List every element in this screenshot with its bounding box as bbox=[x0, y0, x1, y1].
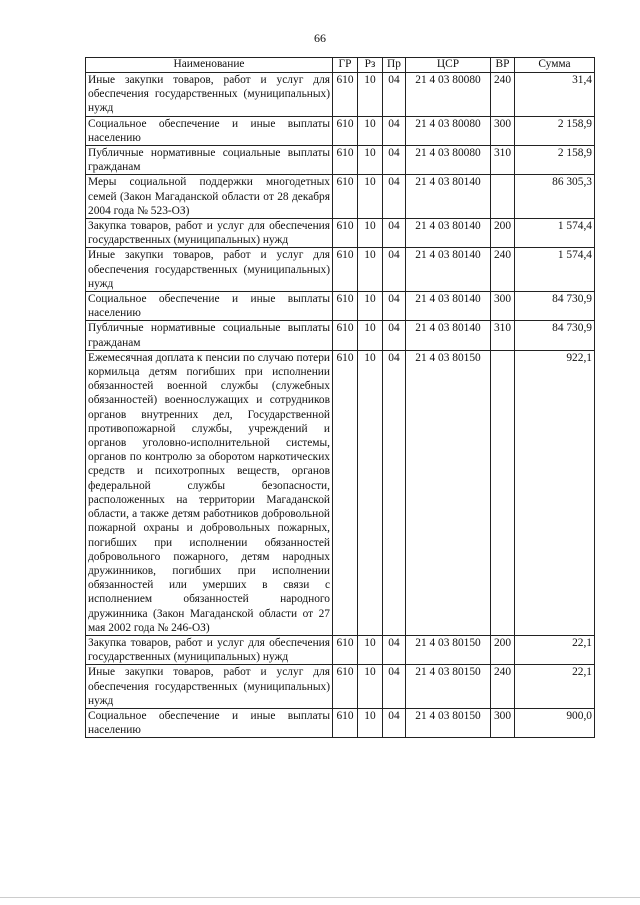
row-gr: 610 bbox=[333, 708, 358, 737]
row-pr: 04 bbox=[383, 116, 406, 145]
header-pr: Пр bbox=[383, 58, 406, 73]
row-gr: 610 bbox=[333, 292, 358, 321]
row-name: Закупка товаров, работ и услуг для обеспечения государственных (муниципальных) нужд bbox=[86, 219, 333, 248]
table-row bbox=[86, 73, 595, 117]
table-row bbox=[86, 248, 595, 292]
row-name: Публичные нормативные социальные выплаты гражданам bbox=[86, 146, 333, 175]
table-row bbox=[86, 292, 595, 321]
row-name: Ежемесячная доплата к пенсии по случаю потери кормильца детям погибших при исполнении обязанностей военной службы (служебных обязанностей) военнослужащих и сотрудников органов внутренних дел, Государственной противопожарной службы, учреждений и органов уголовно-исполнительной системы, органов по контролю за оборотом наркотических средств и психотропных веществ, органов федеральной службы безопасности, расположенных на территории Магаданской области, а также детям работников добровольной пожарной охраны и добровольных пожарных, погибших при исполнении обязанностей добровольного пожарного, детям народных дружинников, погибших при исполнении обязанностей или умерших в связи с исполнением обязанностей народного дружинника (Закон Магаданской области от 27 мая 2002 года № 246-ОЗ) bbox=[86, 350, 333, 635]
row-gr: 610 bbox=[333, 146, 358, 175]
table-row bbox=[86, 708, 595, 737]
row-name: Иные закупки товаров, работ и услуг для обеспечения государственных (муниципальных) нужд bbox=[86, 248, 333, 292]
row-vr: 310 bbox=[491, 321, 515, 350]
row-pr: 04 bbox=[383, 292, 406, 321]
row-vr: 240 bbox=[491, 73, 515, 117]
table-row bbox=[86, 116, 595, 145]
row-csr: 21 4 03 80080 bbox=[406, 73, 491, 117]
row-vr: 300 bbox=[491, 708, 515, 737]
table-row bbox=[86, 321, 595, 350]
row-rz: 10 bbox=[358, 116, 383, 145]
row-csr: 21 4 03 80080 bbox=[406, 146, 491, 175]
row-rz: 10 bbox=[358, 146, 383, 175]
table-row bbox=[86, 219, 595, 248]
row-rz: 10 bbox=[358, 73, 383, 117]
row-csr: 21 4 03 80150 bbox=[406, 665, 491, 709]
table-row bbox=[86, 665, 595, 709]
row-vr: 200 bbox=[491, 635, 515, 664]
row-vr: 300 bbox=[491, 116, 515, 145]
row-pr: 04 bbox=[383, 248, 406, 292]
row-sum: 86 305,3 bbox=[515, 175, 595, 219]
row-name: Публичные нормативные социальные выплаты гражданам bbox=[86, 321, 333, 350]
row-gr: 610 bbox=[333, 116, 358, 145]
row-vr bbox=[491, 350, 515, 635]
row-rz: 10 bbox=[358, 708, 383, 737]
row-csr: 21 4 03 80140 bbox=[406, 175, 491, 219]
row-pr: 04 bbox=[383, 708, 406, 737]
row-pr: 04 bbox=[383, 146, 406, 175]
row-pr: 04 bbox=[383, 350, 406, 635]
row-sum: 84 730,9 bbox=[515, 321, 595, 350]
row-pr: 04 bbox=[383, 175, 406, 219]
row-sum: 2 158,9 bbox=[515, 116, 595, 145]
header-rz: Рз bbox=[358, 58, 383, 73]
row-sum: 22,1 bbox=[515, 635, 595, 664]
header-name: Наименование bbox=[86, 58, 333, 73]
row-pr: 04 bbox=[383, 665, 406, 709]
row-name: Иные закупки товаров, работ и услуг для обеспечения государственных (муниципальных) нужд bbox=[86, 665, 333, 709]
row-gr: 610 bbox=[333, 219, 358, 248]
row-name: Социальное обеспечение и иные выплаты населению bbox=[86, 116, 333, 145]
row-pr: 04 bbox=[383, 321, 406, 350]
row-name: Социальное обеспечение и иные выплаты населению bbox=[86, 708, 333, 737]
row-name: Закупка товаров, работ и услуг для обеспечения государственных (муниципальных) нужд bbox=[86, 635, 333, 664]
table-row bbox=[86, 146, 595, 175]
row-gr: 610 bbox=[333, 321, 358, 350]
row-pr: 04 bbox=[383, 219, 406, 248]
row-sum: 900,0 bbox=[515, 708, 595, 737]
row-csr: 21 4 03 80150 bbox=[406, 635, 491, 664]
row-vr bbox=[491, 175, 515, 219]
row-csr: 21 4 03 80080 bbox=[406, 116, 491, 145]
header-vr: ВР bbox=[491, 58, 515, 73]
table-row bbox=[86, 350, 595, 635]
row-name: Иные закупки товаров, работ и услуг для обеспечения государственных (муниципальных) нужд bbox=[86, 73, 333, 117]
table-header-row bbox=[86, 58, 595, 73]
budget-table bbox=[85, 57, 595, 738]
row-vr: 310 bbox=[491, 146, 515, 175]
row-gr: 610 bbox=[333, 665, 358, 709]
row-vr: 240 bbox=[491, 665, 515, 709]
row-gr: 610 bbox=[333, 175, 358, 219]
header-gr: ГР bbox=[333, 58, 358, 73]
row-rz: 10 bbox=[358, 219, 383, 248]
row-rz: 10 bbox=[358, 248, 383, 292]
row-gr: 610 bbox=[333, 350, 358, 635]
row-rz: 10 bbox=[358, 292, 383, 321]
scan-edge-line bbox=[0, 897, 640, 898]
row-csr: 21 4 03 80150 bbox=[406, 708, 491, 737]
header-sum: Сумма bbox=[515, 58, 595, 73]
row-csr: 21 4 03 80140 bbox=[406, 219, 491, 248]
row-sum: 22,1 bbox=[515, 665, 595, 709]
row-sum: 922,1 bbox=[515, 350, 595, 635]
row-rz: 10 bbox=[358, 321, 383, 350]
header-csr: ЦСР bbox=[406, 58, 491, 73]
row-sum: 1 574,4 bbox=[515, 219, 595, 248]
page-number: 66 bbox=[314, 31, 326, 45]
row-rz: 10 bbox=[358, 635, 383, 664]
row-rz: 10 bbox=[358, 350, 383, 635]
row-pr: 04 bbox=[383, 73, 406, 117]
row-csr: 21 4 03 80140 bbox=[406, 248, 491, 292]
row-csr: 21 4 03 80140 bbox=[406, 321, 491, 350]
row-pr: 04 bbox=[383, 635, 406, 664]
row-vr: 300 bbox=[491, 292, 515, 321]
row-name: Меры социальной поддержки многодетных семей (Закон Магаданской области от 28 декабря 2004 года № 523-ОЗ) bbox=[86, 175, 333, 219]
row-vr: 240 bbox=[491, 248, 515, 292]
row-vr: 200 bbox=[491, 219, 515, 248]
row-sum: 2 158,9 bbox=[515, 146, 595, 175]
table-row bbox=[86, 635, 595, 664]
row-name: Социальное обеспечение и иные выплаты населению bbox=[86, 292, 333, 321]
row-rz: 10 bbox=[358, 175, 383, 219]
row-csr: 21 4 03 80150 bbox=[406, 350, 491, 635]
row-gr: 610 bbox=[333, 635, 358, 664]
row-gr: 610 bbox=[333, 248, 358, 292]
row-gr: 610 bbox=[333, 73, 358, 117]
row-rz: 10 bbox=[358, 665, 383, 709]
row-sum: 84 730,9 bbox=[515, 292, 595, 321]
row-sum: 31,4 bbox=[515, 73, 595, 117]
row-sum: 1 574,4 bbox=[515, 248, 595, 292]
table-row bbox=[86, 175, 595, 219]
row-csr: 21 4 03 80140 bbox=[406, 292, 491, 321]
